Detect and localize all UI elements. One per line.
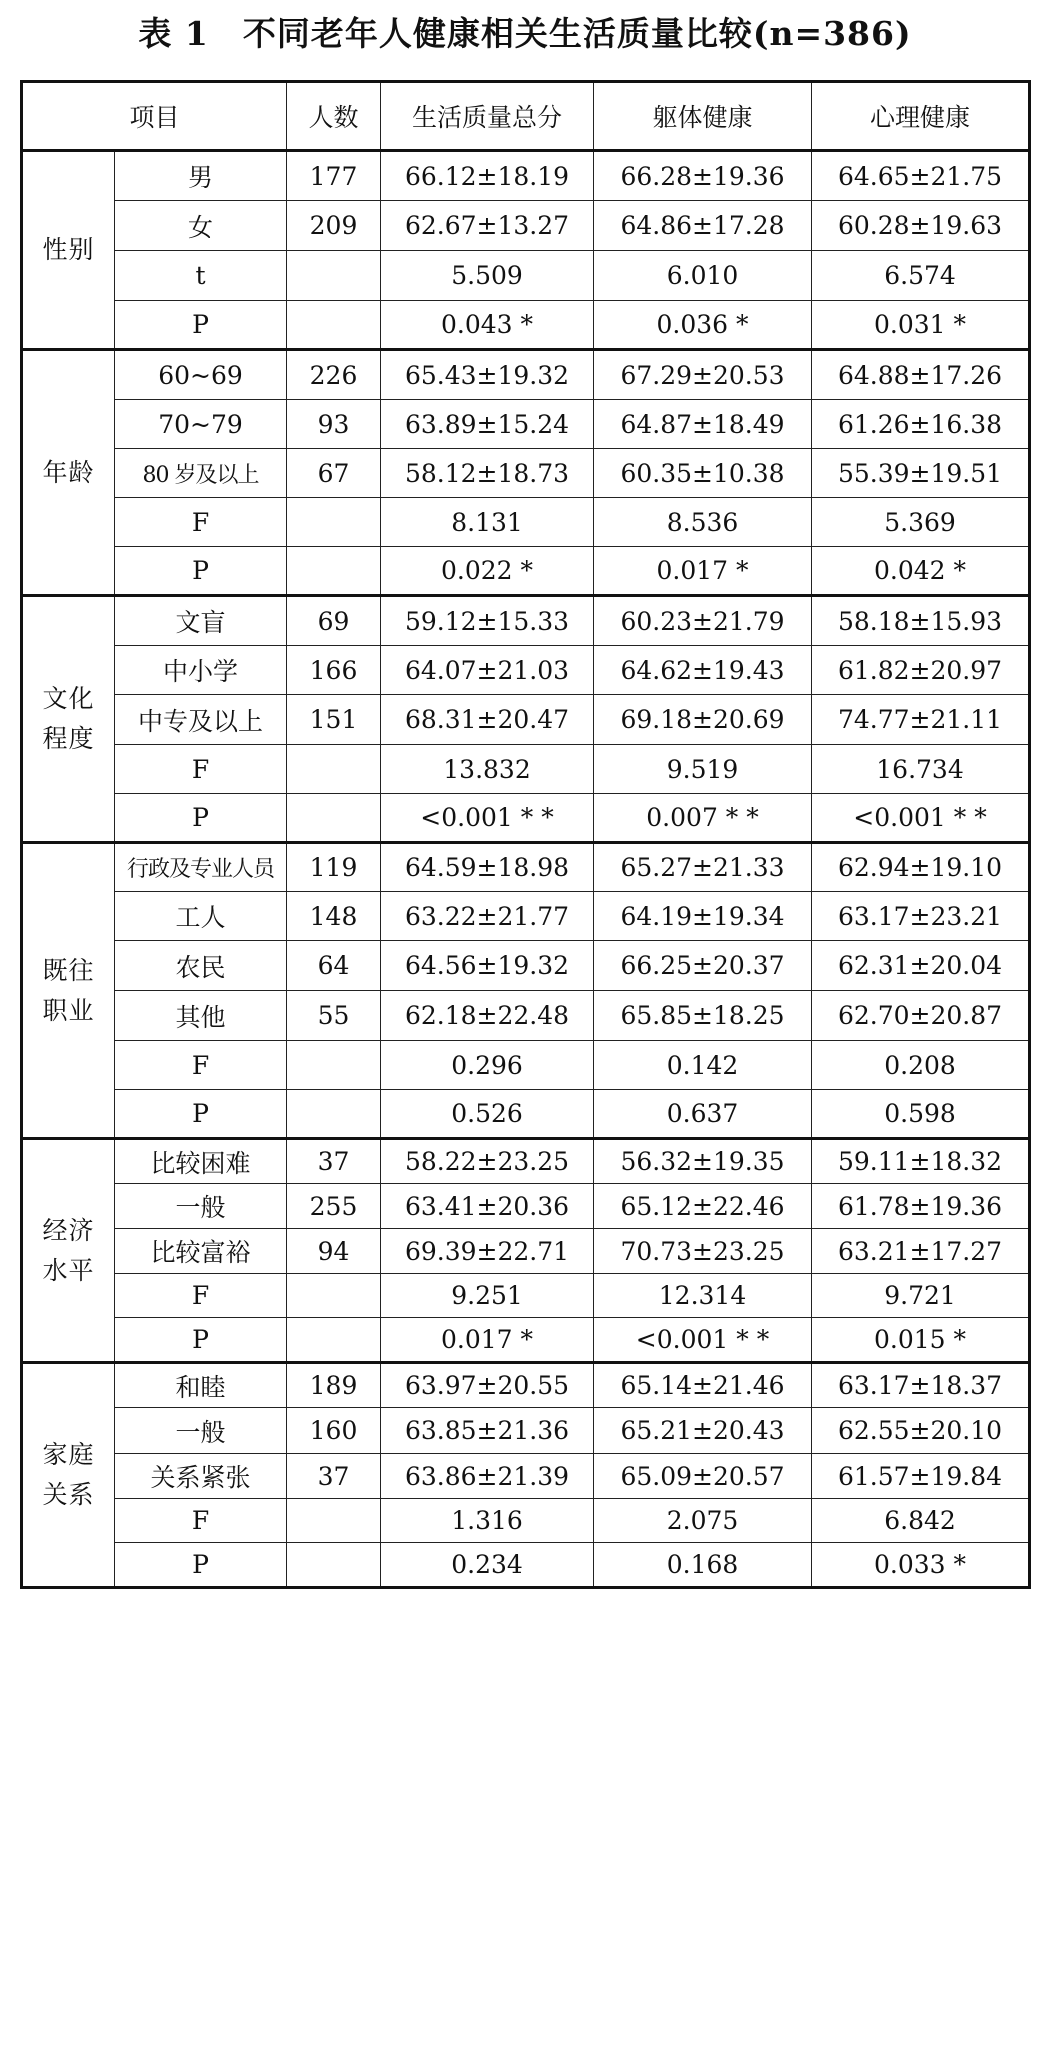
cell-count: [287, 1274, 381, 1318]
row-label: F: [115, 745, 287, 794]
table-row: [22, 892, 1030, 941]
row-label: 工人: [115, 892, 287, 941]
cell-count: 37: [287, 1454, 381, 1499]
row-label: 一般: [115, 1408, 287, 1454]
cell-mental: 63.17±18.37: [812, 1363, 1030, 1408]
cell-total: 58.12±18.73: [381, 449, 594, 498]
cell-physical: 64.62±19.43: [594, 646, 812, 695]
cell-physical: 0.007 * *: [594, 794, 812, 843]
cell-physical: 0.142: [594, 1041, 812, 1090]
cell-physical: 67.29±20.53: [594, 350, 812, 400]
header-total: 生活质量总分: [381, 82, 594, 151]
row-label: P: [115, 301, 287, 350]
cell-physical: 70.73±23.25: [594, 1229, 812, 1274]
group-label: 既往 职业: [22, 843, 115, 1139]
cell-mental: 62.70±20.87: [812, 991, 1030, 1041]
row-label: 农民: [115, 941, 287, 991]
cell-mental: 63.21±17.27: [812, 1229, 1030, 1274]
cell-total: 63.22±21.77: [381, 892, 594, 941]
cell-count: 94: [287, 1229, 381, 1274]
cell-total: 64.59±18.98: [381, 843, 594, 892]
cell-count: 119: [287, 843, 381, 892]
cell-mental: 16.734: [812, 745, 1030, 794]
row-label: F: [115, 498, 287, 547]
cell-total: 0.526: [381, 1090, 594, 1139]
cell-count: [287, 1543, 381, 1588]
cell-total: 59.12±15.33: [381, 596, 594, 646]
cell-total: 62.67±13.27: [381, 201, 594, 251]
row-label: 和睦: [115, 1363, 287, 1408]
cell-physical: 65.09±20.57: [594, 1454, 812, 1499]
cell-physical: 2.075: [594, 1499, 812, 1543]
group-label: 经济 水平: [22, 1139, 115, 1363]
cell-physical: 60.35±10.38: [594, 449, 812, 498]
group-label: 性别: [22, 151, 115, 350]
cell-count: 255: [287, 1184, 381, 1229]
cell-mental: 6.842: [812, 1499, 1030, 1543]
row-label: P: [115, 1318, 287, 1363]
row-label: 男: [115, 151, 287, 201]
table-row: [22, 991, 1030, 1041]
row-label: F: [115, 1499, 287, 1543]
cell-total: 64.56±19.32: [381, 941, 594, 991]
table-row: [22, 1454, 1030, 1499]
cell-total: 0.022 *: [381, 547, 594, 596]
cell-count: [287, 1090, 381, 1139]
table-row: [22, 1139, 1030, 1184]
table-row: [22, 1363, 1030, 1408]
row-label: P: [115, 794, 287, 843]
cell-mental: 61.26±16.38: [812, 400, 1030, 449]
table-row: [22, 251, 1030, 301]
cell-physical: 66.25±20.37: [594, 941, 812, 991]
cell-mental: 61.82±20.97: [812, 646, 1030, 695]
cell-total: 0.017 *: [381, 1318, 594, 1363]
table-row: [22, 400, 1030, 449]
table-row: [22, 301, 1030, 350]
cell-physical: 64.86±17.28: [594, 201, 812, 251]
cell-physical: 65.27±21.33: [594, 843, 812, 892]
table-row: [22, 646, 1030, 695]
table-row: [22, 843, 1030, 892]
table-row: [22, 695, 1030, 745]
cell-total: 66.12±18.19: [381, 151, 594, 201]
cell-physical: 65.85±18.25: [594, 991, 812, 1041]
cell-mental: 0.598: [812, 1090, 1030, 1139]
cell-mental: 0.042 *: [812, 547, 1030, 596]
cell-physical: 0.036 *: [594, 301, 812, 350]
cell-physical: 9.519: [594, 745, 812, 794]
group-label: 家庭 关系: [22, 1363, 115, 1588]
row-label: 女: [115, 201, 287, 251]
cell-count: [287, 301, 381, 350]
cell-count: [287, 794, 381, 843]
cell-physical: 0.017 *: [594, 547, 812, 596]
row-label: 比较困难: [115, 1139, 287, 1184]
cell-count: 37: [287, 1139, 381, 1184]
cell-count: [287, 1318, 381, 1363]
cell-count: [287, 498, 381, 547]
cell-physical: 60.23±21.79: [594, 596, 812, 646]
cell-mental: 61.78±19.36: [812, 1184, 1030, 1229]
cell-count: 209: [287, 201, 381, 251]
cell-total: 1.316: [381, 1499, 594, 1543]
cell-mental: <0.001 * *: [812, 794, 1030, 843]
cell-count: [287, 745, 381, 794]
table-row: [22, 1318, 1030, 1363]
cell-count: 166: [287, 646, 381, 695]
table-row: [22, 201, 1030, 251]
cell-total: 63.41±20.36: [381, 1184, 594, 1229]
cell-physical: 66.28±19.36: [594, 151, 812, 201]
table-body: [22, 151, 1030, 1588]
row-label: P: [115, 1090, 287, 1139]
cell-physical: 6.010: [594, 251, 812, 301]
table-row: [22, 151, 1030, 201]
table-row: [22, 794, 1030, 843]
cell-physical: 12.314: [594, 1274, 812, 1318]
cell-mental: 64.65±21.75: [812, 151, 1030, 201]
cell-physical: 65.14±21.46: [594, 1363, 812, 1408]
cell-total: 58.22±23.25: [381, 1139, 594, 1184]
cell-count: [287, 1041, 381, 1090]
cell-total: 62.18±22.48: [381, 991, 594, 1041]
cell-mental: 9.721: [812, 1274, 1030, 1318]
cell-mental: 62.94±19.10: [812, 843, 1030, 892]
cell-mental: 62.55±20.10: [812, 1408, 1030, 1454]
table-row: [22, 941, 1030, 991]
cell-count: 55: [287, 991, 381, 1041]
table-row: [22, 1543, 1030, 1588]
cell-count: 69: [287, 596, 381, 646]
cell-mental: 0.208: [812, 1041, 1030, 1090]
table-row: [22, 498, 1030, 547]
row-label: 中专及以上: [115, 695, 287, 745]
group-label: 文化 程度: [22, 596, 115, 843]
cell-count: 64: [287, 941, 381, 991]
row-label: P: [115, 1543, 287, 1588]
cell-total: 69.39±22.71: [381, 1229, 594, 1274]
cell-physical: 0.637: [594, 1090, 812, 1139]
table-row: [22, 1090, 1030, 1139]
cell-physical: 64.19±19.34: [594, 892, 812, 941]
cell-count: 189: [287, 1363, 381, 1408]
cell-physical: <0.001 * *: [594, 1318, 812, 1363]
quality-of-life-table: [20, 80, 1031, 1589]
table-row: [22, 1041, 1030, 1090]
table-row: [22, 1274, 1030, 1318]
row-label: 其他: [115, 991, 287, 1041]
row-label: P: [115, 547, 287, 596]
header-row: [22, 82, 1030, 151]
cell-mental: 74.77±21.11: [812, 695, 1030, 745]
table-row: [22, 547, 1030, 596]
cell-mental: 5.369: [812, 498, 1030, 547]
row-label: 中小学: [115, 646, 287, 695]
cell-total: 68.31±20.47: [381, 695, 594, 745]
table-row: [22, 449, 1030, 498]
table-row: [22, 1408, 1030, 1454]
cell-total: 0.296: [381, 1041, 594, 1090]
row-label: t: [115, 251, 287, 301]
header-physical: 躯体健康: [594, 82, 812, 151]
row-label: 文盲: [115, 596, 287, 646]
row-label: 70~79: [115, 400, 287, 449]
cell-count: 93: [287, 400, 381, 449]
cell-mental: 60.28±19.63: [812, 201, 1030, 251]
table-row: [22, 1184, 1030, 1229]
cell-count: 67: [287, 449, 381, 498]
table-title: 表 1 不同老年人健康相关生活质量比较(n=386): [138, 14, 912, 53]
table-row: [22, 745, 1030, 794]
cell-total: 13.832: [381, 745, 594, 794]
cell-physical: 64.87±18.49: [594, 400, 812, 449]
cell-total: 9.251: [381, 1274, 594, 1318]
cell-total: 63.97±20.55: [381, 1363, 594, 1408]
cell-total: 63.85±21.36: [381, 1408, 594, 1454]
row-label: 60~69: [115, 350, 287, 400]
cell-mental: 0.033 *: [812, 1543, 1030, 1588]
cell-physical: 56.32±19.35: [594, 1139, 812, 1184]
cell-mental: 64.88±17.26: [812, 350, 1030, 400]
row-label: F: [115, 1041, 287, 1090]
header-count: 人数: [287, 82, 381, 151]
cell-total: 64.07±21.03: [381, 646, 594, 695]
header-mental: 心理健康: [812, 82, 1030, 151]
cell-count: [287, 1499, 381, 1543]
cell-mental: 0.015 *: [812, 1318, 1030, 1363]
cell-physical: 65.12±22.46: [594, 1184, 812, 1229]
cell-total: 0.043 *: [381, 301, 594, 350]
row-label: F: [115, 1274, 287, 1318]
cell-total: 63.89±15.24: [381, 400, 594, 449]
table-row: [22, 596, 1030, 646]
table-row: [22, 1499, 1030, 1543]
header-item: 项目: [22, 82, 287, 151]
row-label: 80 岁及以上: [115, 449, 287, 498]
row-label: 关系紧张: [115, 1454, 287, 1499]
group-label: 年龄: [22, 350, 115, 596]
table-row: [22, 1229, 1030, 1274]
cell-mental: 58.18±15.93: [812, 596, 1030, 646]
cell-count: 151: [287, 695, 381, 745]
cell-total: 8.131: [381, 498, 594, 547]
cell-total: 0.234: [381, 1543, 594, 1588]
cell-mental: 55.39±19.51: [812, 449, 1030, 498]
cell-count: 177: [287, 151, 381, 201]
cell-total: 5.509: [381, 251, 594, 301]
cell-total: 65.43±19.32: [381, 350, 594, 400]
cell-total: 63.86±21.39: [381, 1454, 594, 1499]
cell-physical: 65.21±20.43: [594, 1408, 812, 1454]
cell-total: <0.001 * *: [381, 794, 594, 843]
table-row: [22, 350, 1030, 400]
cell-physical: 69.18±20.69: [594, 695, 812, 745]
cell-count: 226: [287, 350, 381, 400]
cell-mental: 61.57±19.84: [812, 1454, 1030, 1499]
cell-mental: 62.31±20.04: [812, 941, 1030, 991]
cell-mental: 6.574: [812, 251, 1030, 301]
cell-count: 160: [287, 1408, 381, 1454]
row-label: 一般: [115, 1184, 287, 1229]
row-label: 比较富裕: [115, 1229, 287, 1274]
cell-count: [287, 251, 381, 301]
cell-mental: 63.17±23.21: [812, 892, 1030, 941]
cell-count: [287, 547, 381, 596]
table-container: [20, 80, 1028, 1589]
cell-mental: 0.031 *: [812, 301, 1030, 350]
row-label: 行政及专业人员: [115, 843, 287, 892]
cell-mental: 59.11±18.32: [812, 1139, 1030, 1184]
cell-physical: 0.168: [594, 1543, 812, 1588]
cell-count: 148: [287, 892, 381, 941]
cell-physical: 8.536: [594, 498, 812, 547]
